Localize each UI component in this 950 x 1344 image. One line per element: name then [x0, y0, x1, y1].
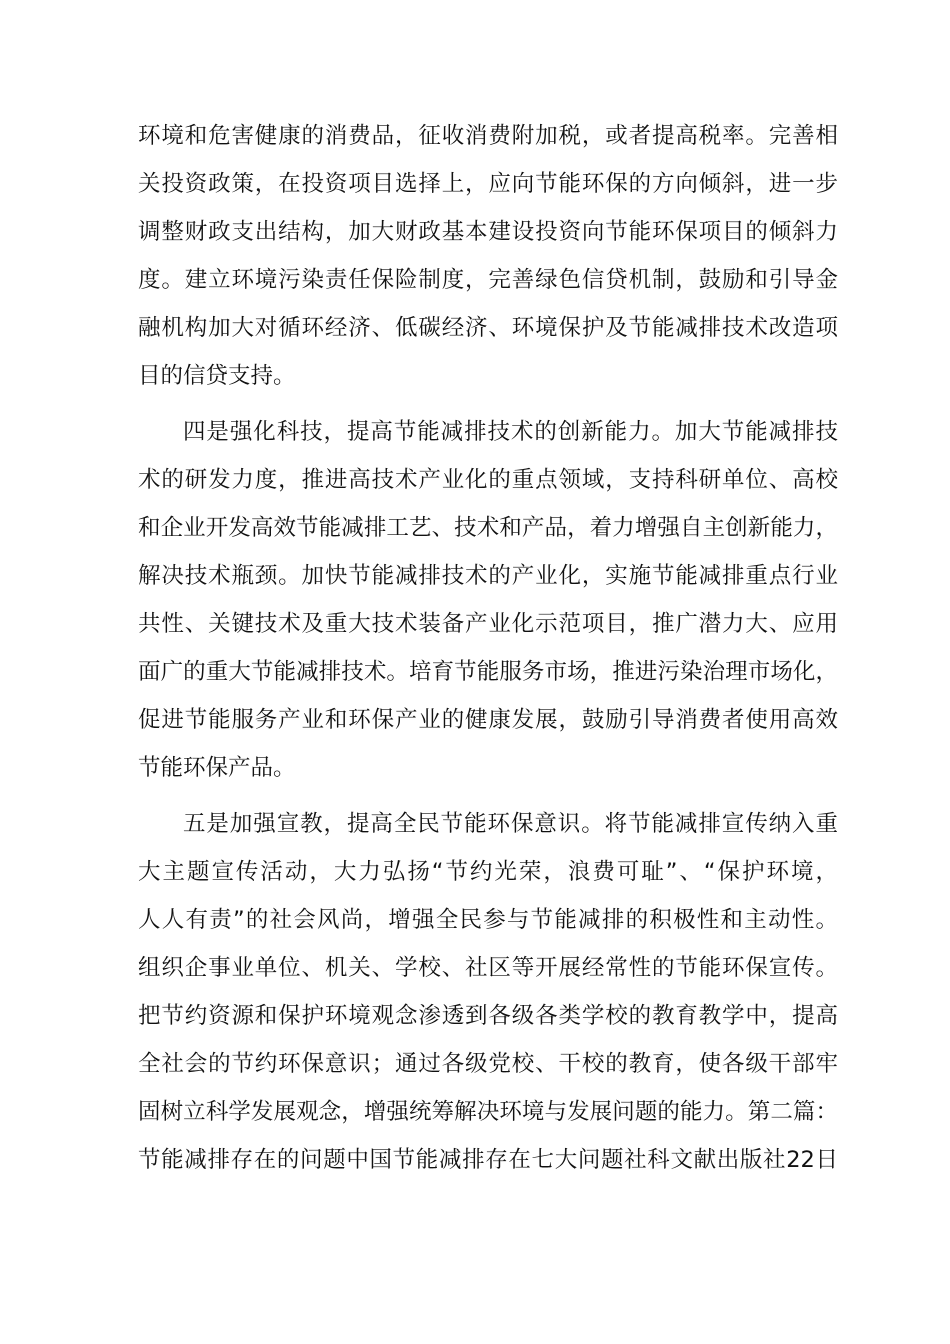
text-line: 目的信贷支持。: [138, 363, 296, 389]
text-line: 调整财政支出结构，加大财政基本建设投资向节能环保项目的倾斜力: [138, 219, 838, 245]
text-line: 固树立科学发展观念，增强统筹解决环境与发展问题的能力。第二篇：: [138, 1099, 838, 1125]
text-line: 大主题宣传活动，大力弘扬“节约光荣，浪费可耻”、“保护环境，: [138, 859, 838, 885]
text-line: 共性、关键技术及重大技术装备产业化示范项目，推广潜力大、应用: [138, 611, 838, 637]
text-line: 节能减排存在的问题中国节能减排存在七大问题社科文献出版社22日: [138, 1147, 838, 1173]
paragraph-first-line: 五是加强宣教，提高全民节能环保意识。将节能减排宣传纳入重: [183, 811, 838, 837]
text-line: 全社会的节约环保意识；通过各级党校、干校的教育，使各级干部牢: [138, 1051, 838, 1077]
text-line: 组织企事业单位、机关、学校、社区等开展经常性的节能环保宣传。: [138, 955, 838, 981]
text-line: 人人有责”的社会风尚，增强全民参与节能减排的积极性和主动性。: [138, 907, 838, 933]
text-line: 融机构加大对循环经济、低碳经济、环境保护及节能减排技术改造项: [138, 315, 838, 341]
text-line: 和企业开发高效节能减排工艺、技术和产品，着力增强自主创新能力，: [138, 515, 838, 541]
text-line: 环境和危害健康的消费品，征收消费附加税，或者提高税率。完善相: [138, 123, 838, 149]
text-line: 把节约资源和保护环境观念渗透到各级各类学校的教育教学中，提高: [138, 1003, 838, 1029]
text-line: 面广的重大节能减排技术。培育节能服务市场，推进污染治理市场化，: [138, 659, 838, 685]
paragraph-first-line: 四是强化科技，提高节能减排技术的创新能力。加大节能减排技: [183, 419, 838, 445]
text-line: 关投资政策，在投资项目选择上，应向节能环保的方向倾斜，进一步: [138, 171, 838, 197]
text-line: 度。建立环境污染责任保险制度，完善绿色信贷机制，鼓励和引导金: [138, 267, 838, 293]
text-line: 解决技术瓶颈。加快节能减排技术的产业化，实施节能减排重点行业: [138, 563, 838, 589]
text-line: 促进节能服务产业和环保产业的健康发展，鼓励引导消费者使用高效: [138, 707, 838, 733]
text-line: 节能环保产品。: [138, 755, 296, 781]
text-line: 术的研发力度，推进高技术产业化的重点领域，支持科研单位、高校: [138, 467, 838, 493]
